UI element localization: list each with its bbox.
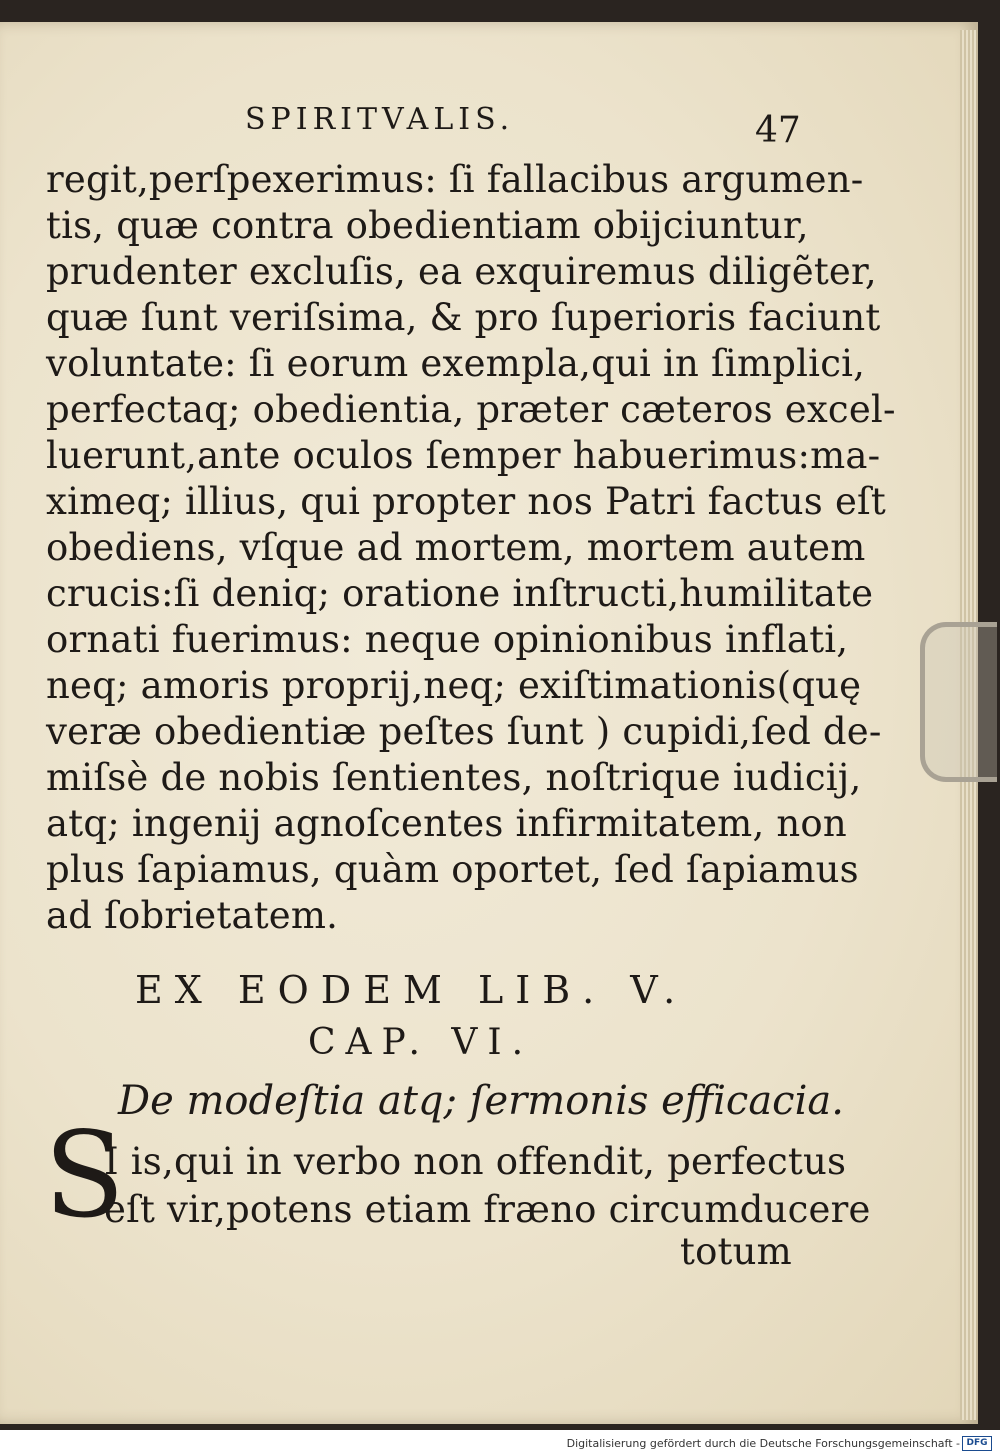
body-line: atq; ingenij agnoſcentes infirmitatem, non xyxy=(46,802,847,845)
catchword: totum xyxy=(680,1230,792,1273)
running-header: SPIRITVALIS. xyxy=(245,102,515,137)
body-line: perfectaq; obedientia, præter cæteros excel- xyxy=(46,388,896,431)
body-line: ornati fuerimus: neque opinionibus inflati, xyxy=(46,618,849,661)
page-number: 47 xyxy=(755,110,801,151)
drop-cap: S xyxy=(44,1106,125,1244)
footer xyxy=(0,1430,1000,1455)
chapter-heading: CAP. VI. xyxy=(308,1022,534,1063)
dfg-logo-icon: DFG xyxy=(962,1436,992,1451)
body-line: voluntate: ſi eorum exempla,qui in ſimplici, xyxy=(46,342,866,385)
body-line: prudenter excluſis, ea exquiremus diligẽter, xyxy=(46,250,877,293)
body-line: luerunt,ante oculos ſemper habuerimus:ma- xyxy=(46,434,881,477)
body-line: crucis:ſi deniq; oratione inſtructi,humilitate xyxy=(46,572,874,615)
book-clasp xyxy=(920,622,997,782)
body-line: ad ſobrietatem. xyxy=(46,894,339,937)
body-line: neq; amoris proprij,neq; exiſtimationis(quę xyxy=(46,664,862,707)
footer-credit: Digitalisierung gefördert durch die Deutsche Forschungsgemeinschaft - xyxy=(566,1437,960,1450)
section-heading: EX EODEM LIB. V. xyxy=(135,968,688,1012)
body-line: quæ ſunt veriſsima, & pro ſuperioris faciunt xyxy=(46,296,881,339)
body-line: plus ſapiamus, quàm oportet, ſed ſapiamus xyxy=(46,848,859,891)
body-line: ximeq; illius, qui propter nos Patri factus eſt xyxy=(46,480,887,523)
body-line: tis, quæ contra obedientiam obijciuntur, xyxy=(46,204,809,247)
body-line: obediens, vſque ad mortem, mortem autem xyxy=(46,526,866,569)
section-line: I is,qui in verbo non offendit, perfectus xyxy=(104,1140,847,1183)
body-line: regit,perſpexerimus: ſi fallacibus argumen- xyxy=(46,158,864,201)
section-line: eſt vir,potens etiam fræno circumducere xyxy=(104,1188,871,1231)
section-subtitle: De modeſtia atq; ſermonis efficacia. xyxy=(118,1078,844,1124)
body-line: veræ obedientiæ peſtes ſunt ) cupidi,ſed de- xyxy=(46,710,882,753)
body-line: miſsè de nobis ſentientes, noſtrique iudicij, xyxy=(46,756,862,799)
